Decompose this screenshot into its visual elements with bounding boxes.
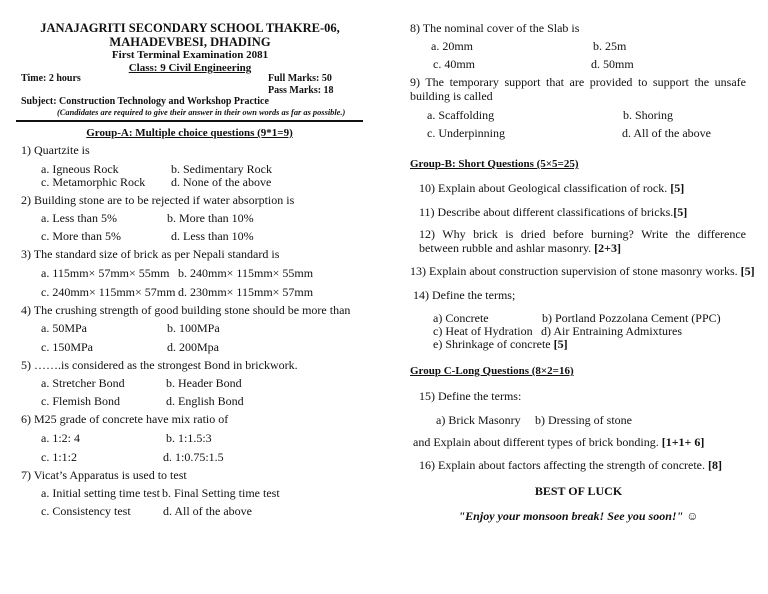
q10-marks: [5] [670,181,685,195]
q1-option-c: c. Metamorphic Rock [41,175,146,189]
q1-option-d: d. None of the above [171,175,272,189]
question-16: 16) Explain about factors affecting the strength of concrete. [8] [419,458,723,472]
q3-option-c: c. 240mm× 115mm× 57mm [41,285,176,299]
q7-option-a: a. Initial setting time test [41,486,160,500]
q6-option-a: a. 1:2: 4 [41,431,80,445]
q5-option-c: c. Flemish Bond [41,394,121,408]
subject-label: Subject: Construction Technology and Workshop Practice [21,96,269,107]
q15-term-b: b) Dressing of stone [535,413,632,427]
q3-option-d: d. 230mm× 115mm× 57mm [178,285,314,299]
question-2: 2) Building stone are to be rejected if water absorption is [21,193,295,207]
question-8: 8) The nominal cover of the Slab is [410,21,580,35]
q16-marks: [8] [708,458,723,472]
q14-term-a: a) Concrete [433,311,489,325]
pass-marks: Pass Marks: 18 [268,85,334,96]
question-6: 6) M25 grade of concrete have mix ratio of [21,412,229,426]
q5-option-d: d. English Bond [166,394,244,408]
question-4: 4) The crushing strength of good building stone should be more than [21,303,351,317]
q14-marks: [5] [553,337,568,351]
closing-note: "Enjoy your monsoon break! See you soon!" ☺ [458,509,699,523]
question-14: 14) Define the terms; [413,288,516,302]
best-of-luck: BEST OF LUCK [534,484,623,498]
group-c-title: Group C-Long Questions (8×2=16) [410,365,574,377]
q15-bonding: and Explain about different types of brick bonding. [1+1+ 6] [413,435,705,449]
q11-marks: [5] [673,205,688,219]
q9-option-b: b. Shoring [623,108,674,122]
q14-term-d: d) Air Entraining Admixtures [541,324,682,338]
q5-option-a: a. Stretcher Bond [41,376,125,390]
full-marks: Full Marks: 50 [268,73,332,84]
q3-option-a: a. 115mm× 57mm× 55mm [41,266,170,280]
group-b-title: Group-B: Short Questions (5×5=25) [410,158,579,170]
question-1: 1) Quartzite is [21,143,90,157]
q8-option-d: d. 50mm [591,57,634,71]
q6-option-b: b. 1:1.5:3 [166,431,212,445]
q4-option-a: a. 50MPa [41,321,87,335]
q9-option-c: c. Underpinning [427,126,505,140]
q7-option-d: d. All of the above [163,504,252,518]
question-5: 5) …….is considered as the strongest Bond in brickwork. [21,358,298,372]
q4-option-b: b. 100MPa [167,321,220,335]
q14-term-c: c) Heat of Hydration [433,324,533,338]
q9-option-a: a. Scaffolding [427,108,495,122]
exam-title: First Terminal Examination 2081 [111,49,269,61]
group-a-title: Group-A: Multiple choice questions (9*1=9) [86,127,293,139]
question-13: 13) Explain about construction supervision of stone masonry works. [5] [410,264,755,278]
header-divider [16,120,363,122]
q1-option-a: a. Igneous Rock [41,162,119,176]
time-label: Time: 2 hours [21,73,81,84]
q4-option-d: d. 200Mpa [167,340,219,354]
question-10: 10) Explain about Geological classification of rock. [5] [419,181,685,195]
question-15: 15) Define the terms: [419,389,522,403]
q6-option-c: c. 1:1:2 [41,450,77,464]
q2-option-a: a. Less than 5% [41,211,117,225]
q2-option-d: d. Less than 10% [171,229,254,243]
q2-option-c: c. More than 5% [41,229,121,243]
q8-option-c: c. 40mm [433,57,475,71]
school-name-line1: JANAJAGRITI SECONDARY SCHOOL THAKRE-06, [40,21,340,35]
q14-term-e: e) Shrinkage of concrete [5] [433,337,568,351]
q4-option-c: c. 150MPa [41,340,93,354]
q5-option-b: b. Header Bond [166,376,242,390]
q7-option-b: b. Final Setting time test [162,486,280,500]
instruction-note: (Candidates are required to give their answer in their own words as far as possible.) [57,108,346,117]
question-7: 7) Vicat’s Apparatus is used to test [21,468,187,482]
q8-option-a: a. 20mm [431,39,473,53]
school-name-line2: MAHADEVBESI, DHADING [109,35,271,49]
question-11: 11) Describe about different classifications of bricks.[5] [419,205,688,219]
question-9: 9) The temporary support that are provided to support the unsafe building is called [410,75,746,103]
q15-term-a: a) Brick Masonry [436,413,521,427]
q6-option-d: d. 1:0.75:1.5 [163,450,224,464]
q7-option-c: c. Consistency test [41,504,131,518]
q15-marks: [1+1+ 6] [661,435,705,449]
class-label: Class: 9 Civil Engineering [128,62,252,74]
q12-marks: [2+3] [594,240,622,255]
q2-option-b: b. More than 10% [167,211,254,225]
q14-term-b: b) Portland Pozzolana Cement (PPC) [542,311,721,325]
q1-option-b: b. Sedimentary Rock [171,162,272,176]
q9-option-d: d. All of the above [622,126,711,140]
question-12: 12) Why brick is dried before burning? Write the difference between rubble and ashlar masonry. [2+3] [419,227,746,255]
question-3: 3) The standard size of brick as per Nepali standard is [21,247,280,261]
q3-option-b: b. 240mm× 115mm× 55mm [178,266,314,280]
q13-marks: [5] [740,264,755,278]
q8-option-b: b. 25m [593,39,627,53]
